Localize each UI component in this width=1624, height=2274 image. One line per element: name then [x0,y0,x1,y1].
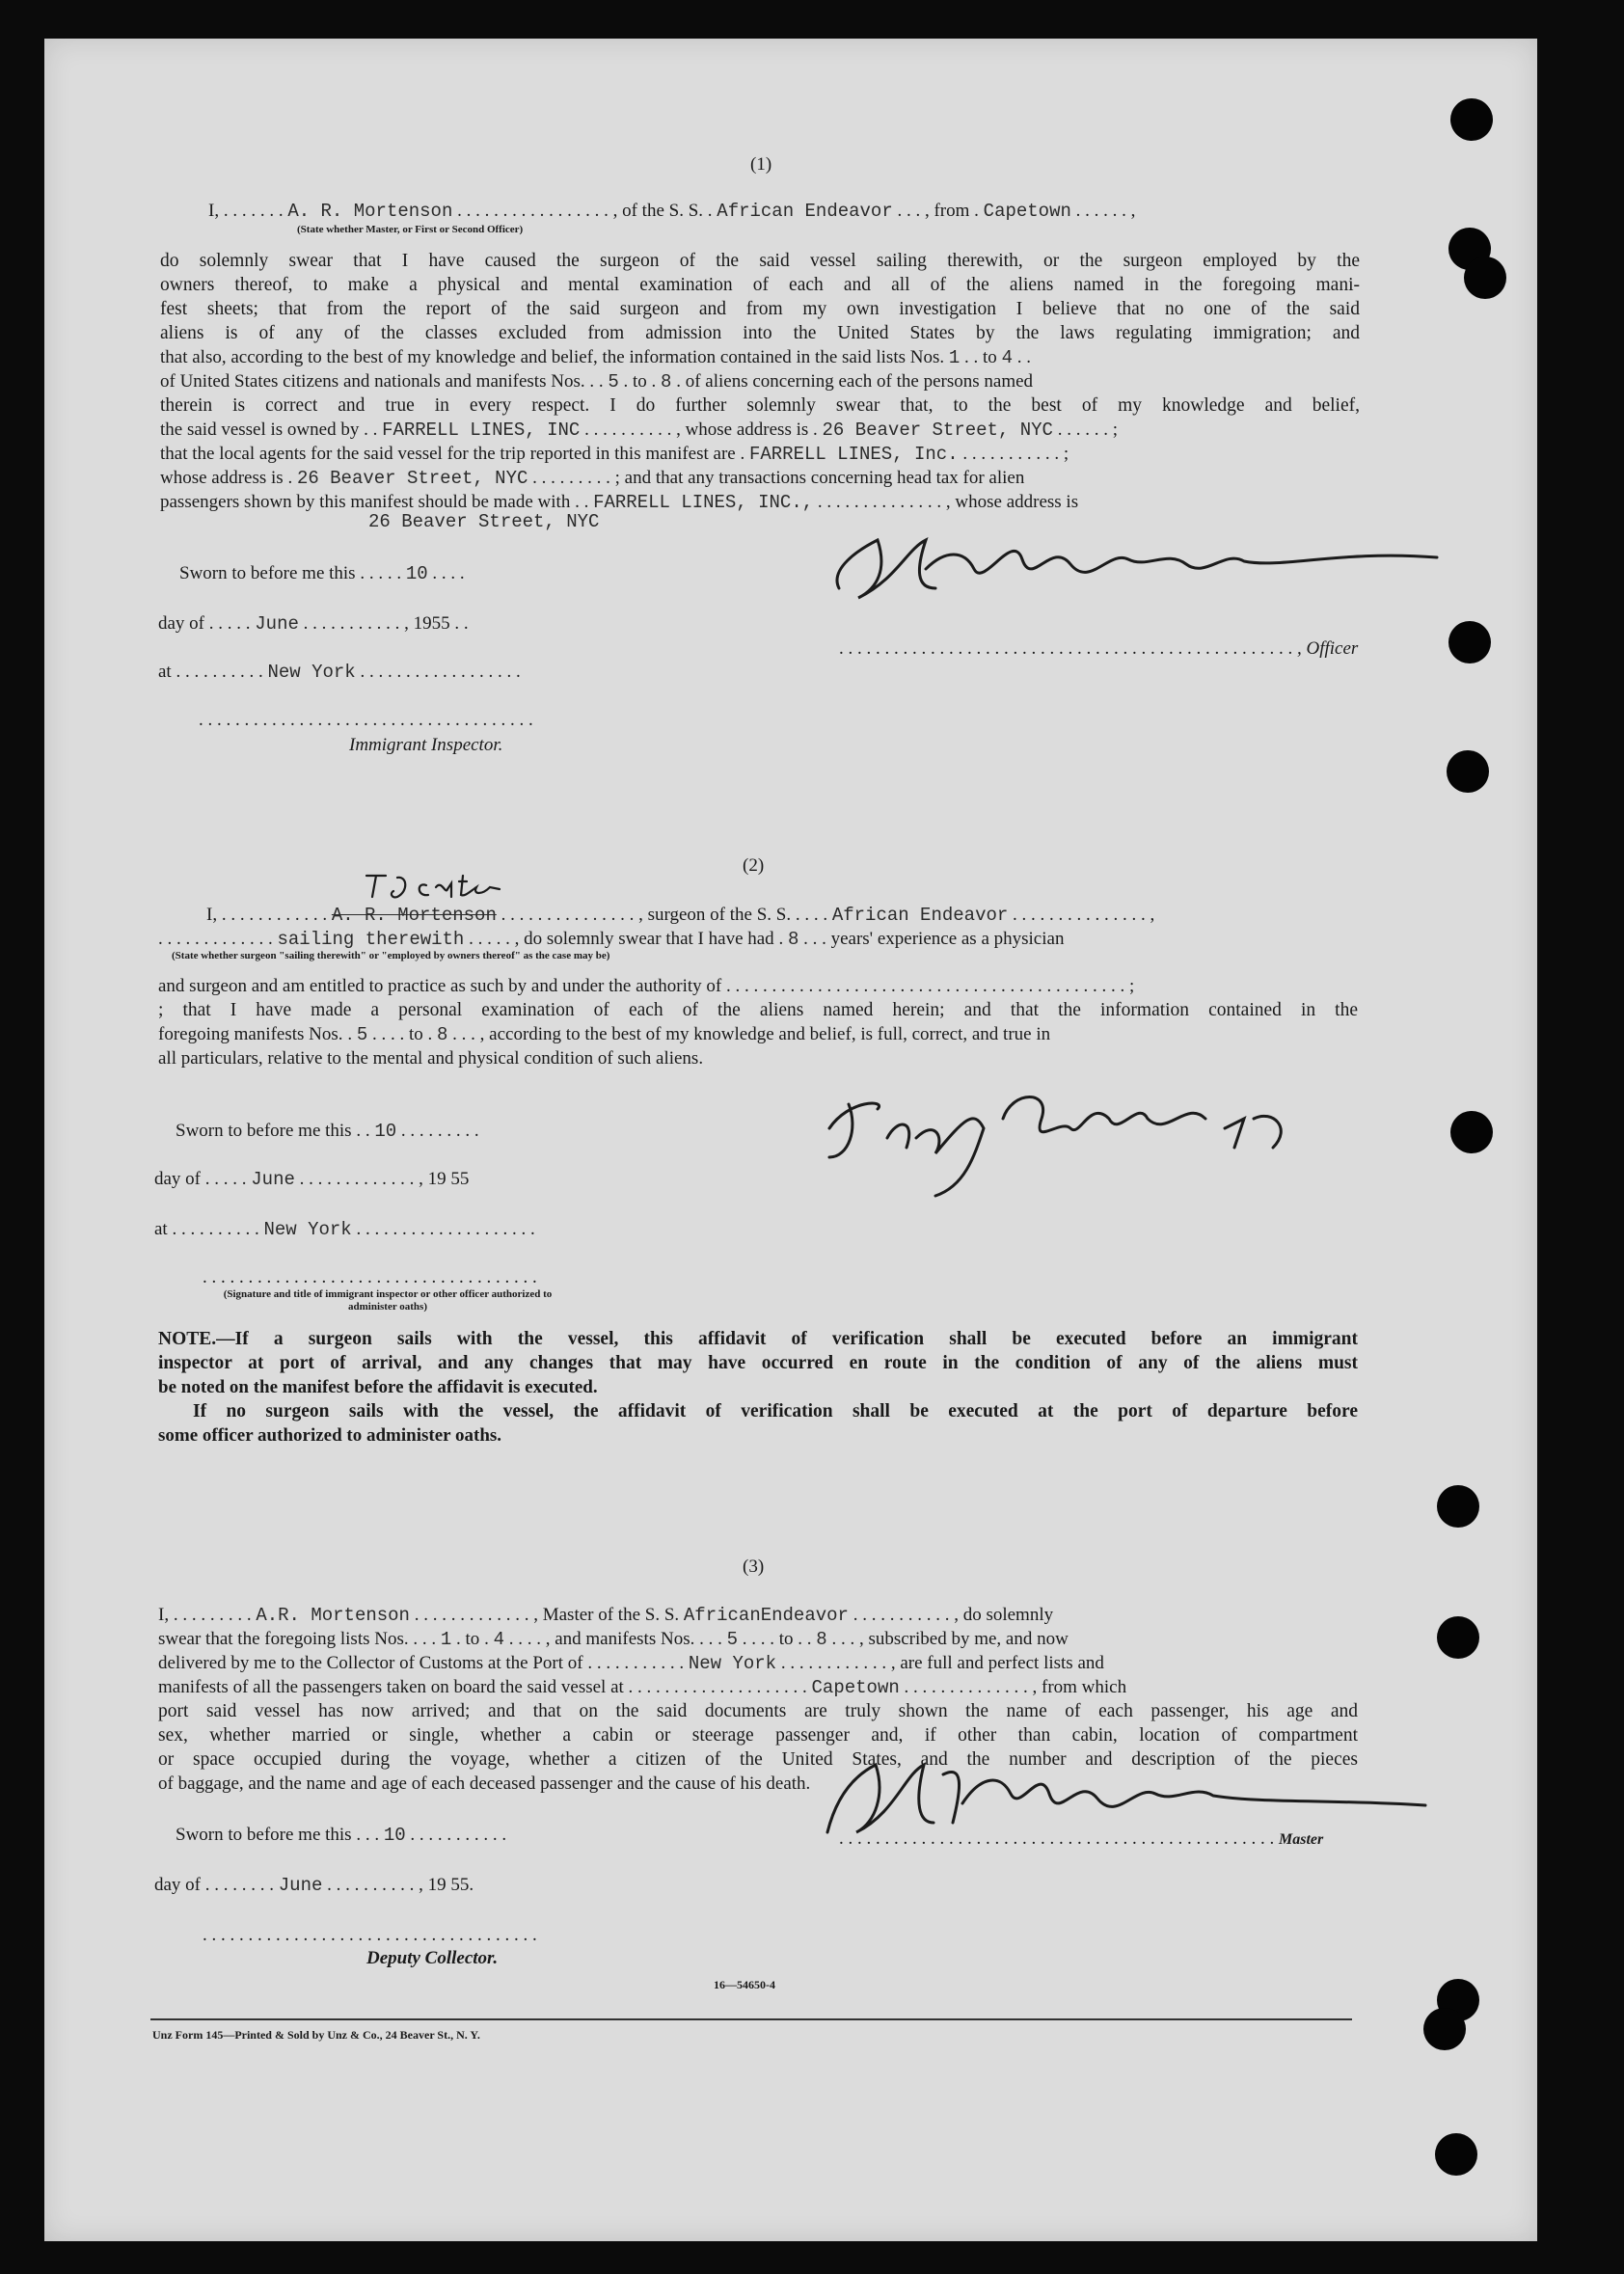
s2-manifests-from: 5 [356,1024,368,1045]
s1-lists-line: that also, according to the best of my knowledge and belief, the information contained in the said lists Nos. 1 . . to 4 . . [160,347,1031,368]
s1-at-line: at . . . . . . . . . . New York . . . . . . . . . . . . . . . . . . [158,662,521,683]
binder-hole [1447,750,1489,793]
s2-inspector-dots: . . . . . . . . . . . . . . . . . . . . . . . . . . . . . . . . . . . . . [203,1267,537,1287]
s3-sworn-year: , 19 55. [419,1875,474,1895]
master-name: A.R. Mortenson [256,1605,410,1626]
sworn-day: 10 [405,563,428,584]
sworn-month: June [255,613,299,635]
agent-name: FARRELL LINES, Inc. [748,444,959,465]
s1-text-line: therein is correct and true in every respect. I do further solemnly swear that, to the best of my knowledge and belief, [160,395,1360,416]
surgeon-status: sailing therewith [277,929,465,950]
note-line: be noted on the manifest before the affidavit is executed. [158,1377,598,1397]
surgeon-signature [820,1061,1360,1205]
headtax-address: 26 Beaver Street, NYC [368,511,600,532]
s1-text-line: aliens is of any of the classes excluded from admission into the United States by the laws regulating immigration; and [160,323,1360,343]
from-label: , from [924,201,970,221]
s1-line1: I, . . . . . . . A. R. Mortenson . . . . . . . . . . . . . . . . . , of the S. S. . African Endeavor . . . , from . Capetown . . . . . . , [208,201,1136,222]
note2-line: If no surgeon sails with the vessel, the affidavit of verification shall be executed at the port of departure before [193,1401,1358,1421]
s2-vessel-name: African Endeavor [831,905,1009,926]
s2-dayof-line: day of . . . . . June . . . . . . . . . . . . . , 19 55 [154,1169,470,1190]
master-label: Master [1279,1831,1324,1848]
binder-hole [1423,2008,1466,2050]
s1-text-line: owners thereof, to make a physical and mental examination of each and all of the aliens named in the foregoing mani- [160,275,1360,295]
s2-sworn-place: New York [263,1219,352,1240]
s1-manifests-line: of United States citizens and nationals and manifests Nos. . . 5 . to . 8 . of aliens concerning each of the persons named [160,371,1034,393]
s1-headtax-line: passengers shown by this manifest should be made with . . FARRELL LINES, INC., . . . . . . . . . . . . . . , whose address is [160,492,1079,513]
s1-role-caption: (State whether Master, or First or Second Officer) [297,224,524,235]
s2-signature-caption: (Signature and title of immigrant inspector or other officer authorized to administer oaths) [223,1288,553,1313]
section-3-number: (3) [743,1557,765,1577]
struck-name: A. R. Mortenson [331,905,497,926]
s2-status-caption: (State whether surgeon "sailing therewith" or "employed by owners thereof" as the case may be) [172,950,610,961]
s1-sworn-line: Sworn to before me this . . . . . 10 . . . . [179,563,465,584]
s2-at-line: at . . . . . . . . . . New York . . . . . . . . . . . . . . . . . . . . [154,1219,535,1240]
master-signature-3 [818,1736,1435,1852]
binder-hole [1435,2133,1477,2176]
of-ss-label: , of the S. S. [612,201,704,221]
s3-lists-from: 1 [440,1629,452,1650]
s2-last-line: all particulars, relative to the mental and physical condition of such aliens. [158,1048,704,1069]
s2-line1: I, . . . . . . . . . . . . A. R. Mortenson . . . . . . . . . . . . . . . , surgeon of the S. S. . . . . African Endeavor . . . . . . . . . . . . . . . , [206,905,1155,926]
note2-line: some officer authorized to administer oaths. [158,1425,502,1446]
s1-inspector-dots: . . . . . . . . . . . . . . . . . . . . . . . . . . . . . . . . . . . . . [199,710,533,730]
sworn-year: , 1955 [404,613,450,634]
s3-text-line: or space occupied during the voyage, whether a citizen of the United States, and the number and description of the pieces [158,1749,1358,1770]
surgeon-handwritten-name [359,866,513,905]
s2-manifests-to: 8 [437,1024,448,1045]
note-label: NOTE. [158,1329,217,1349]
binder-hole [1450,1111,1493,1153]
s3-dayof-line: day of . . . . . . . . June . . . . . . . . . . , 19 55. [154,1875,474,1896]
s3-manifests-from: 5 [726,1629,738,1650]
s2-manifests-line: foregoing manifests Nos. . 5 . . . . to . 8 . . . , according to the best of my knowledge and belief, is full, correct, and true in [158,1024,1051,1045]
s3-line3: delivered by me to the Collector of Customs at the Port of . . . . . . . . . . . New York . . . . . . . . . . . . , are full and perfect lists and [158,1653,1104,1674]
binder-hole [1437,1485,1479,1528]
s3-master-line: . . . . . . . . . . . . . . . . . . . . . . . . . . . . . . . . . . . . . . . . . . . . . . . . Master [839,1828,1324,1849]
s1-agents-line: that the local agents for the said vessel for the trip reported in this manifest are . FARRELL LINES, Inc. . . . . . . . . . . . ; [160,444,1069,465]
s3-manifests-to: 8 [816,1629,827,1650]
s3-last-line: of baggage, and the name and age of each deceased passenger and the cause of his death. [158,1773,811,1794]
deputy-collector-label: Deputy Collector. [366,1948,499,1968]
binder-hole [1437,1616,1479,1659]
lists-to: 4 [1001,347,1013,368]
s3-line2: swear that the foregoing lists Nos. . . . 1 . to . 4 . . . . , and manifests Nos. . . . 5 . . . . to . . 8 . . . , subscribed by me, and now [158,1629,1069,1650]
s3-sworn-month: June [278,1875,323,1896]
s3-line4: manifests of all the passengers taken on board the said vessel at . . . . . . . . . . . . . . . . . . . . Capetown . . . . . . . . . . . . . . , from which [158,1677,1127,1698]
s2-sworn-month: June [251,1169,295,1190]
lists-from: 1 [948,347,961,368]
pronoun: I, [208,201,220,221]
officer-label: , Officer [1297,638,1359,659]
s1-owner-line: the said vessel is owned by . . FARRELL LINES, INC . . . . . . . . . . , whose address is . 26 Beaver Street, NYC . . . . . . ; [160,420,1118,441]
headtax-company: FARRELL LINES, INC., [593,492,814,513]
s1-officer-line: . . . . . . . . . . . . . . . . . . . . . . . . . . . . . . . . . . . . . . . . . . . . . . . . . . , Officer [839,638,1359,659]
agent-address: 26 Beaver Street, NYC [296,468,528,489]
s3-sworn-line: Sworn to before me this . . . 10 . . . . . . . . . . . [176,1825,507,1846]
manifests-from: 5 [608,371,619,393]
s3-text-line: sex, whether married or single, whether a cabin or steerage passenger and, if other than cabin, location of compartment [158,1725,1358,1746]
arrival-port: New York [688,1653,777,1674]
note-line: NOTE.—If a surgeon sails with the vessel, this affidavit of verification shall be executed before an immigrant [158,1329,1358,1349]
section-1-number: (1) [750,154,772,175]
years-experience: 8 [787,929,799,950]
boarding-port: Capetown [811,1677,900,1698]
owner-address: 26 Beaver Street, NYC [822,420,1053,441]
s1-text-line: do solemnly swear that I have caused the surgeon of the said vessel sailing therewith, or the surgeon employed by the [160,251,1360,271]
footer-rule [150,2018,1352,2020]
manifests-to: 8 [661,371,672,393]
binder-hole [1464,257,1506,299]
sworn-place: New York [267,662,356,683]
form-code: 16—54650-4 [714,1978,775,1991]
s3-sworn-day: 10 [383,1825,406,1846]
s2-text-line: ; that I have made a personal examination of each of the aliens named herein; and that the information contained in the [158,1000,1358,1020]
s3-lists-to: 4 [493,1629,504,1650]
s2-sworn-line: Sworn to before me this . . 10 . . . . . . . . . [176,1121,479,1142]
s3-vessel-name: AfricanEndeavor [683,1605,849,1626]
s2-sworn-day: 10 [374,1121,397,1142]
s1-text-line: fest sheets; that from the report of the said surgeon and from my own investigation I believe that no one of the said [160,299,1360,319]
footer-imprint: Unz Form 145—Printed & Sold by Unz & Co., 24 Beaver St., N. Y. [152,2028,480,2042]
s3-collector-dots: . . . . . . . . . . . . . . . . . . . . . . . . . . . . . . . . . . . . . [203,1925,537,1945]
binder-hole [1450,98,1493,141]
departure-port: Capetown [983,201,1071,222]
owner-name: FARRELL LINES, INC [382,420,581,441]
s2-line2: . . . . . . . . . . . . . sailing therewith . . . . . , do solemnly swear that I have had . 8 . . . years' experience as a physician [158,929,1065,950]
note-line: inspector at port of arrival, and any changes that may have occurred en route in the condition of any of the aliens must [158,1353,1358,1373]
officer-name: A. R. Mortenson [287,201,453,222]
s3-line1: I, . . . . . . . . . A.R. Mortenson . . . . . . . . . . . . . , Master of the S. S. AfricanEndeavor . . . . . . . . . . . , do solemnly [158,1605,1054,1626]
master-signature-1 [820,511,1456,617]
s1-agent-address-line: whose address is . 26 Beaver Street, NYC . . . . . . . . . ; and that any transactions concerning head tax for alien [160,468,1025,489]
section-2-number: (2) [743,855,765,876]
binder-hole [1448,621,1491,663]
immigrant-inspector-label: Immigrant Inspector. [349,735,503,755]
vessel-name: African Endeavor [717,201,893,222]
s1-dayof-line: day of . . . . . June . . . . . . . . . . . , 1955 . . [158,613,469,635]
s2-authority-line: and surgeon and am entitled to practice as such by and under the authority of . . . . . . . . . . . . . . . . . . . . . . . . . . . . . . . . . . . . . . . . . . . . ; [158,976,1135,996]
s2-sworn-year: , 19 55 [419,1169,470,1189]
s3-text-line: port said vessel has now arrived; and that on the said documents are truly shown the name of each passenger, his age and [158,1701,1358,1721]
